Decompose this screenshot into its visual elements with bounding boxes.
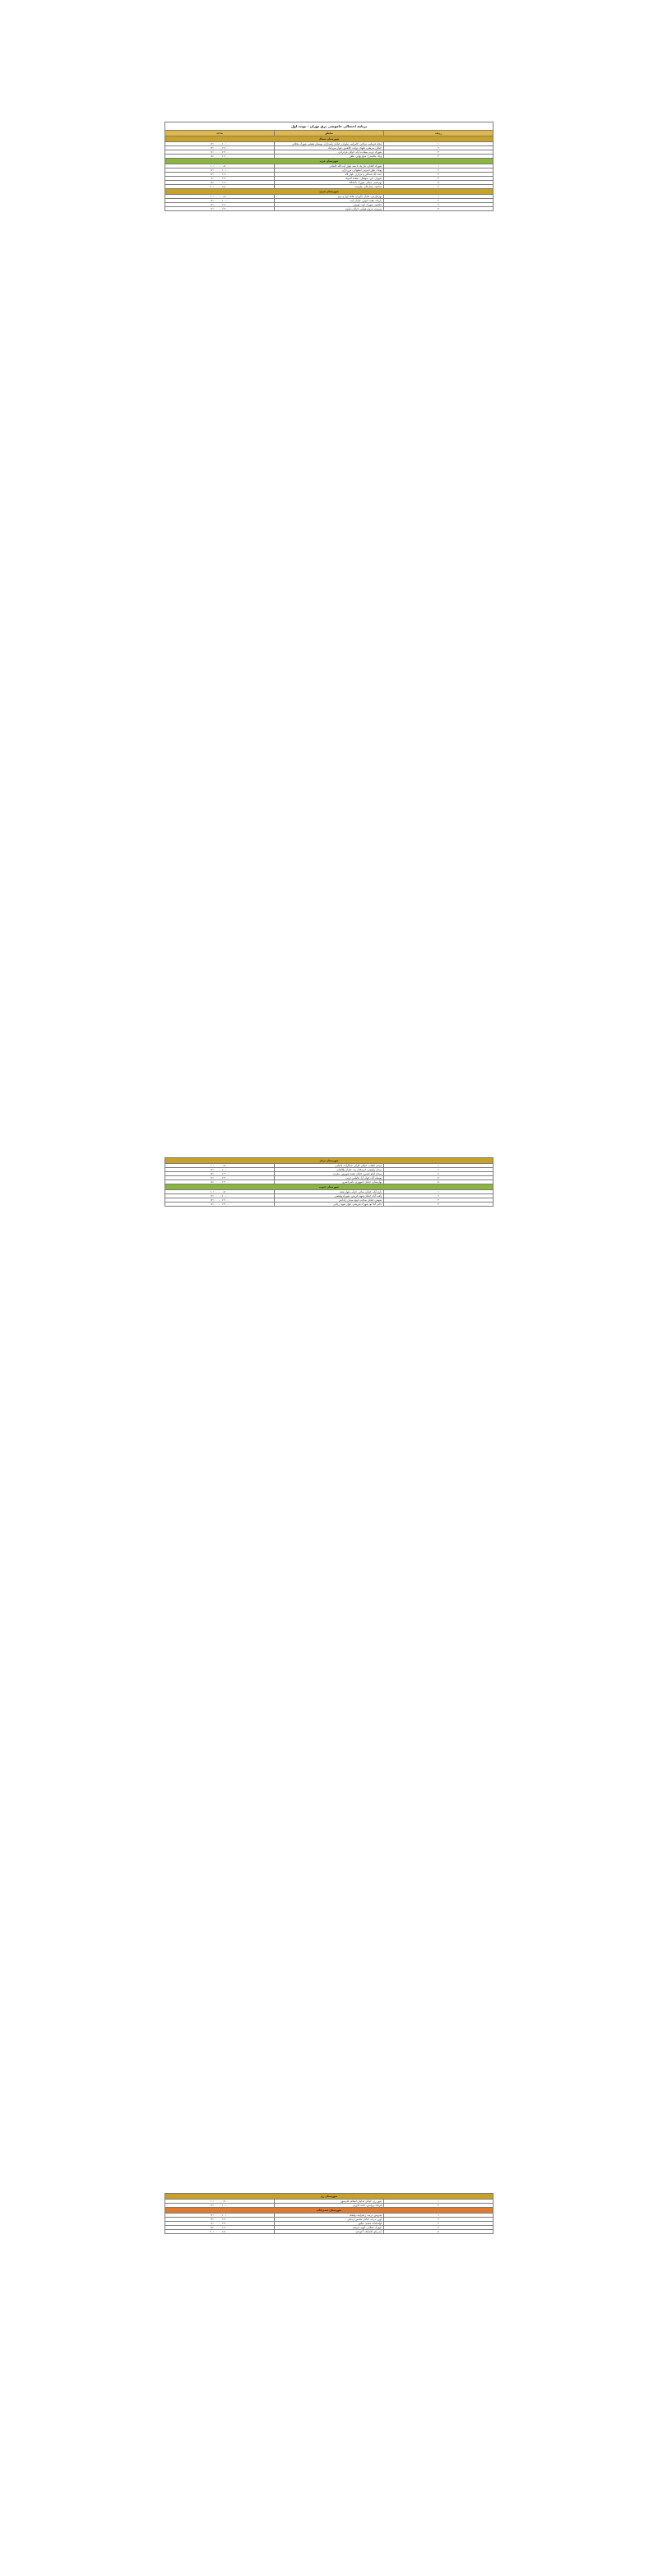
row-number: ۲ bbox=[384, 169, 494, 173]
section-header bbox=[165, 136, 494, 142]
row-time: ۱۴:۰۰ - ۱۶:۰۰ bbox=[165, 207, 275, 211]
row-areas: لواسانات، فشم، میگون bbox=[275, 2222, 384, 2226]
row-areas: پیروزی، نیروی هوایی، خیابان دماوند bbox=[275, 207, 384, 211]
section-header bbox=[165, 189, 494, 195]
row-areas: یافت آباد، خیابان شهید کریمی، شهرک ولیعصر bbox=[275, 1194, 384, 1198]
row-areas: تجریش، دربند، زعفرانیه، ولنجک bbox=[275, 2214, 384, 2218]
row-number: ۲ bbox=[384, 1194, 494, 1198]
row-areas: صادقیه، ستارخان، طرشت bbox=[275, 185, 384, 189]
row-time: ۰۸:۰۰ - ۱۰:۰۰ bbox=[165, 195, 275, 199]
table-row bbox=[165, 1203, 494, 1207]
row-time: ۱۲:۰۰ - ۱۴:۰۰ bbox=[165, 173, 275, 177]
row-time: ۱۲:۰۰ - ۱۴:۰۰ bbox=[165, 2218, 275, 2222]
row-areas: اوین، درکه، خیابان مقدس اردبیلی bbox=[275, 2218, 384, 2222]
row-time: ۱۰:۰۰ - ۱۲:۰۰ bbox=[165, 169, 275, 173]
row-time: ۱۰:۰۰ - ۱۲:۰۰ bbox=[165, 1194, 275, 1198]
row-areas: نازی آباد، خیابان مدائن، خزانه، بلوار بعثت bbox=[275, 1190, 384, 1194]
schedule-table bbox=[164, 2193, 494, 2234]
row-number: ۶ bbox=[384, 185, 494, 189]
row-areas: میدان ولیعصر، کریمخان زند، خیابان طالقانی bbox=[275, 1168, 384, 1172]
row-areas: یوسف آباد، جهان آرا، فاطمی غربی bbox=[275, 1176, 384, 1180]
row-number: ۳ bbox=[384, 203, 494, 207]
section-label: شهرستان شرق bbox=[165, 189, 494, 195]
section-label: شهرستان جنوب bbox=[165, 1184, 494, 1190]
row-areas: میدان انقلاب، خیابان کارگر، جمالزاده، فاطمی bbox=[275, 1164, 384, 1168]
row-time: ۱۸:۰۰ - ۲۰:۰۰ bbox=[165, 2230, 275, 2234]
row-areas: تهرانسر، چیتگر، شهرک دانشگاه bbox=[275, 181, 384, 185]
header-num: ردیف bbox=[384, 131, 494, 136]
header-time: ساعت bbox=[165, 131, 275, 136]
row-areas: قرچک، ورامین، جاده خاوران bbox=[275, 2204, 384, 2208]
row-time: ۱۶:۰۰ - ۱۸:۰۰ bbox=[165, 1180, 275, 1184]
row-number: ۱ bbox=[384, 1190, 494, 1194]
row-number: ۴ bbox=[384, 207, 494, 211]
row-number: ۱ bbox=[384, 164, 494, 169]
row-time: ۱۴:۰۰ - ۱۶:۰۰ bbox=[165, 2222, 275, 2226]
section-header bbox=[165, 1184, 494, 1190]
row-time: ۱۶:۰۰ - ۱۸:۰۰ bbox=[165, 155, 275, 159]
row-areas: خانی آباد نو، شهرک شریعتی، بلوار شهید رجایی bbox=[275, 1203, 384, 1207]
table-row bbox=[165, 207, 494, 211]
schedule-table bbox=[164, 1157, 494, 1207]
row-areas: شهرک محلاتی، الهیه، فرشته bbox=[275, 2226, 384, 2230]
page-2 bbox=[164, 1157, 494, 1207]
row-areas: محله فرمانیه، دیباجی، کامرانیه، نیاوران، خیابان پاسداران، بوستان هشتم، شهرک محلاتی bbox=[275, 142, 384, 146]
row-areas: شهرک غرب، سعادت آباد، خیابان فرحزادی bbox=[275, 150, 384, 155]
row-time: ۱۴:۰۰ - ۱۶:۰۰ bbox=[165, 1176, 275, 1180]
row-time: ۱۲:۰۰ - ۱۴:۰۰ bbox=[165, 203, 275, 207]
section-header bbox=[165, 1158, 494, 1164]
row-time: ۰۸:۰۰ - ۱۰:۰۰ bbox=[165, 1190, 275, 1194]
row-areas: اندرزگو، کاشانک، آجودانیه bbox=[275, 2230, 384, 2234]
table-row bbox=[165, 2230, 494, 2234]
row-time: ۱۴:۰۰ - ۱۶:۰۰ bbox=[165, 177, 275, 181]
row-time: ۱۰:۰۰ - ۱۲:۰۰ bbox=[165, 142, 275, 146]
header-desc: مناطق bbox=[275, 131, 384, 136]
row-time: ۱۴:۰۰ - ۱۶:۰۰ bbox=[165, 150, 275, 155]
section-label: شهرستان شمال bbox=[165, 136, 494, 142]
section-header bbox=[165, 2208, 494, 2214]
row-number: ۱ bbox=[384, 1164, 494, 1168]
row-time: ۱۴:۰۰ - ۱۶:۰۰ bbox=[165, 1203, 275, 1207]
section-header bbox=[165, 2194, 494, 2200]
row-areas: تهرانپارس، خیابان دلاوران، فلکه اول و دوم bbox=[275, 195, 384, 199]
row-number: ۵ bbox=[384, 1180, 494, 1184]
row-time: ۱۶:۰۰ - ۱۸:۰۰ bbox=[165, 181, 275, 185]
section-label: شهرستان ری bbox=[165, 2194, 494, 2200]
row-number: ۴ bbox=[384, 2226, 494, 2230]
row-areas: شهر ری، خیابان فداییان اسلام، باقرشهر bbox=[275, 2200, 384, 2204]
section-label: شهرستان شمیرانات bbox=[165, 2208, 494, 2214]
page-1-body bbox=[165, 136, 494, 211]
row-number: ۳ bbox=[384, 173, 494, 177]
schedule-table bbox=[164, 122, 494, 211]
row-number: ۱ bbox=[384, 195, 494, 199]
row-number: ۱ bbox=[384, 142, 494, 146]
row-number: ۳ bbox=[384, 2222, 494, 2226]
row-areas: نارمک، هفت حوض، خیابان آیت bbox=[275, 199, 384, 203]
row-time: ۱۰:۰۰ - ۱۲:۰۰ bbox=[165, 199, 275, 203]
row-number: ۲ bbox=[384, 1168, 494, 1172]
row-time: ۰۸:۰۰ - ۱۰:۰۰ bbox=[165, 1164, 275, 1168]
table-header bbox=[165, 131, 494, 136]
row-areas: ونک، ملاصدرا، شیخ بهایی، ظفر bbox=[275, 155, 384, 159]
page-3 bbox=[164, 2193, 494, 2234]
section-header bbox=[165, 159, 494, 164]
row-areas: شهران، کن، سولقان، دهکده المپیک bbox=[275, 177, 384, 181]
row-areas: پونک، بلوار اشرفی اصفهانی، مرزداران bbox=[275, 169, 384, 173]
row-time: ۱۶:۰۰ - ۱۸:۰۰ bbox=[165, 2226, 275, 2230]
row-number: ۵ bbox=[384, 2230, 494, 2234]
row-time: ۰۸:۰۰ - ۱۰:۰۰ bbox=[165, 164, 275, 169]
row-number: ۲ bbox=[384, 146, 494, 150]
row-time: ۱۰:۰۰ - ۱۲:۰۰ bbox=[165, 2214, 275, 2218]
row-time: ۱۸:۰۰ - ۲۰:۰۰ bbox=[165, 185, 275, 189]
row-number: ۱ bbox=[384, 2214, 494, 2218]
row-time: ۱۰:۰۰ - ۱۲:۰۰ bbox=[165, 1168, 275, 1172]
row-areas: بهارستان، خیابان جمهوری، ناصرخسرو bbox=[275, 1180, 384, 1184]
row-areas: میدان امام حسین، خیابان هفده شهریور، مجیدیه bbox=[275, 1172, 384, 1176]
page-3-body bbox=[165, 2194, 494, 2234]
row-areas: شوش، خیابان صاحب جمع، میدان راه آهن bbox=[275, 1198, 384, 1203]
row-number: ۵ bbox=[384, 181, 494, 185]
row-number: ۲ bbox=[384, 2204, 494, 2208]
row-number: ۲ bbox=[384, 199, 494, 203]
section-label: شهرستان غرب bbox=[165, 159, 494, 164]
row-time: ۱۲:۰۰ - ۱۴:۰۰ bbox=[165, 146, 275, 150]
row-number: ۳ bbox=[384, 1198, 494, 1203]
row-areas: حکیمیه، شهرک امید، لویزان bbox=[275, 203, 384, 207]
row-time: ۱۲:۰۰ - ۱۴:۰۰ bbox=[165, 1172, 275, 1176]
row-number: ۴ bbox=[384, 1176, 494, 1180]
page-1 bbox=[164, 122, 494, 211]
row-time: ۰۸:۰۰ - ۱۰:۰۰ bbox=[165, 2200, 275, 2204]
row-areas: شهرک اکباتان، فاز یک تا سه، بلوار آیت الله کاشانی bbox=[275, 164, 384, 169]
page-2-body bbox=[165, 1158, 494, 1207]
row-time: ۱۰:۰۰ - ۱۲:۰۰ bbox=[165, 2204, 275, 2208]
section-label: شهرستان مرکز bbox=[165, 1158, 494, 1164]
row-number: ۳ bbox=[384, 150, 494, 155]
row-number: ۲ bbox=[384, 2218, 494, 2222]
row-areas: جنت آباد شمالی و مرکزی، بلوار لاله bbox=[275, 173, 384, 177]
row-number: ۴ bbox=[384, 1203, 494, 1207]
row-number: ۴ bbox=[384, 155, 494, 159]
row-number: ۴ bbox=[384, 177, 494, 181]
row-time: ۱۲:۰۰ - ۱۴:۰۰ bbox=[165, 1198, 275, 1203]
page-title: برنامه احتمالی خاموشی برق تهران - نوبت اول bbox=[165, 122, 494, 131]
row-number: ۳ bbox=[384, 1172, 494, 1176]
row-number: ۱ bbox=[384, 2200, 494, 2204]
row-areas: خیابان شریعتی، قلهک، دولت، کلاهدوز، بلوار میرداماد bbox=[275, 146, 384, 150]
